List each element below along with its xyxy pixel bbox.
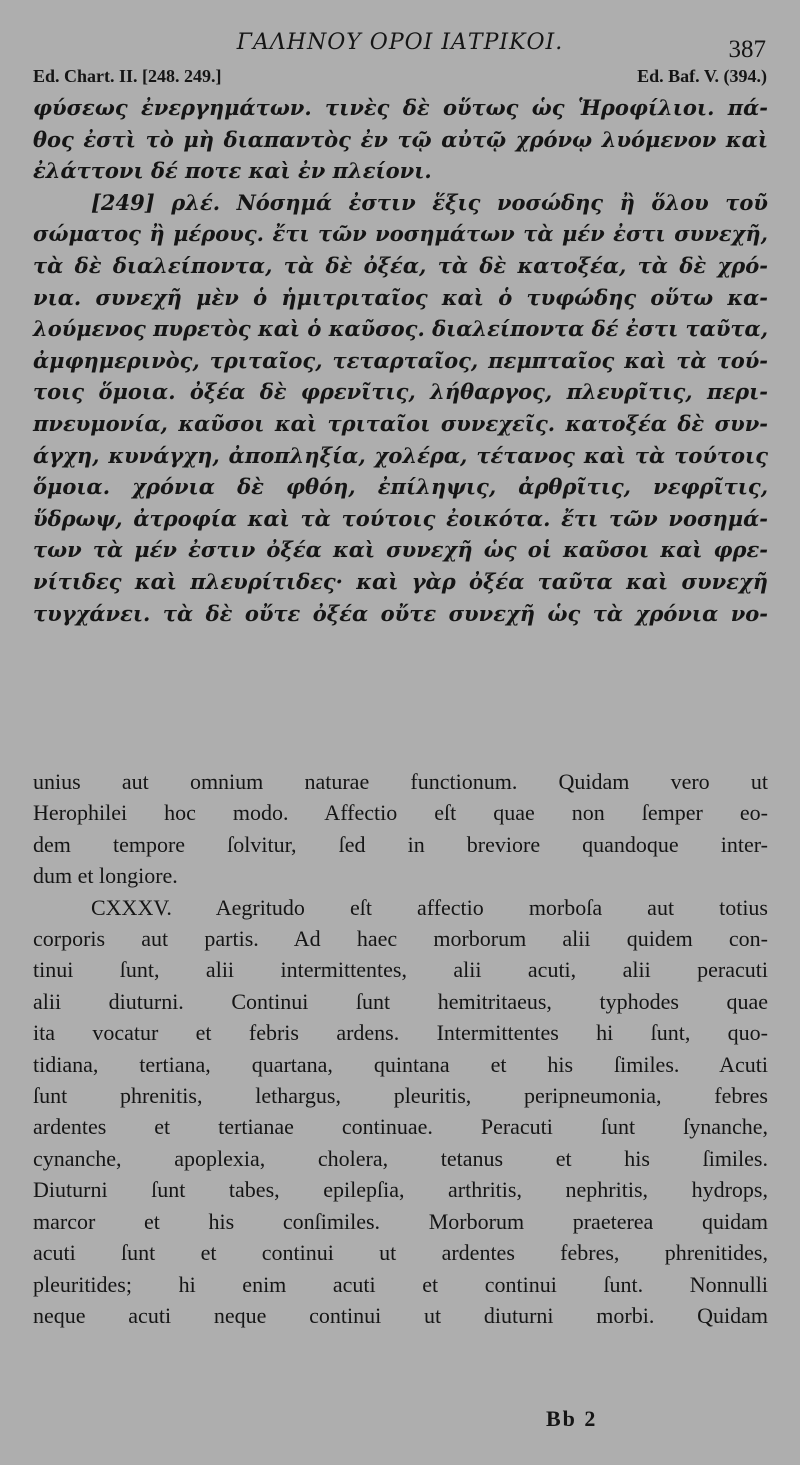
latin-line: tidiana, tertiana, quartana, quintana et his ſimiles. Acuti xyxy=(33,1051,768,1077)
greek-line: φύσεως ἐνεργημάτων. τινὲς δὲ οὕτως ὡς Ἡροφίλιοι. πά- xyxy=(33,95,768,120)
latin-line: unius aut omnium naturae functionum. Quidam vero ut xyxy=(33,769,768,794)
latin-line: CXXXV. Aegritudo eſt affectio morboſa aut totius xyxy=(91,894,768,920)
greek-line: τοις ὅμοια. ὀξέα δὲ φρενῖτις, λήθαργος, πλευρῖτις, περι- xyxy=(33,379,768,405)
latin-line: acuti ſunt et continui ut ardentes febres, phrenitides, xyxy=(33,1240,768,1266)
greek-line: ὅμοια. χρόνια δὲ φθόη, ἐπίληψις, ἀρθρῖτις, νεφρῖτις, xyxy=(33,474,768,500)
latin-line: corporis aut partis. Ad haec morborum alii quidem con- xyxy=(33,926,768,952)
greek-text-block xyxy=(33,92,768,629)
latin-line: ita vocatur et febris ardens. Intermittentes hi ſunt, quo- xyxy=(33,1020,768,1046)
latin-line: marcor et his conſimiles. Morborum praeterea quidam xyxy=(33,1208,768,1234)
greek-line: [249] ρλέ. Νόσημά ἐστιν ἕξις νοσώδης ἢ ὅλου τοῦ xyxy=(91,189,768,215)
latin-line: neque acuti neque continui ut diuturni morbi. Quidam xyxy=(33,1302,768,1328)
latin-text-block xyxy=(33,766,768,1331)
latin-line: Diuturni ſunt tabes, epilepſia, arthritis, nephritis, hydrops, xyxy=(33,1177,768,1203)
greek-line: ἐλάττονι δέ ποτε καὶ ἐν πλείονι. xyxy=(33,158,432,184)
greek-line: τὰ δὲ διαλείποντα, τὰ δὲ ὀξέα, τὰ δὲ κατοξέα, τὰ δὲ χρό- xyxy=(33,252,768,278)
greek-line: πνευμονία, καῦσοι καὶ τριταῖοι συνεχεῖς. κατοξέα δὲ συν- xyxy=(33,410,768,436)
greek-line: λούμενος πυρετὸς καὶ ὁ καῦσος. διαλείποντα δέ ἐστι ταῦτα, xyxy=(33,316,769,342)
latin-line: cynanche, apoplexia, cholera, tetanus et his ſimiles. xyxy=(33,1145,768,1171)
greek-line: σώματος ἢ μέρους. ἔτι τῶν νοσημάτων τὰ μέν ἐστι συνεχῆ, xyxy=(33,221,768,247)
greek-line: των τὰ μέν ἐστιν ὀξέα καὶ συνεχῆ ὡς οἱ καῦσοι καὶ φρε- xyxy=(33,537,768,563)
latin-line: ſunt phrenitis, lethargus, pleuritis, peripneumonia, febres xyxy=(33,1083,768,1109)
greek-line: ἀμφημερινὸς, τριταῖος, τεταρταῖος, πεμπταῖος καὶ τὰ τού- xyxy=(33,347,768,373)
signature-mark: Bb 2 xyxy=(546,1406,598,1431)
edition-reference-right: Ed. Baf. V. (394.) xyxy=(637,66,767,86)
latin-line: dem tempore ſolvitur, ſed in breviore quandoque inter- xyxy=(33,831,768,857)
running-title: ΓΑΛΗΝΟΥ ΟΡΟΙ ΙΑΤΡΙΚΟΙ. xyxy=(236,30,564,55)
edition-reference-left: Ed. Chart. II. [248. 249.] xyxy=(33,66,222,86)
greek-line: άγχη, κυνάγχη, ἀποπληξία, χολέρα, τέτανος καὶ τὰ τούτοις xyxy=(33,442,768,468)
latin-line: Herophilei hoc modo. Affectio eſt quae non ſemper eo- xyxy=(33,800,768,826)
greek-line: τυγχάνει. τὰ δὲ οὔτε ὀξέα οὔτε συνεχῆ ὡς τὰ χρόνια νο- xyxy=(33,600,768,626)
page-number: 387 xyxy=(728,36,766,63)
latin-line: dum et longiore. xyxy=(33,863,178,889)
latin-line: ardentes et tertianae continuae. Peracuti ſunt ſynanche, xyxy=(33,1114,768,1140)
greek-line: θος ἐστὶ τὸ μὴ διαπαντὸς ἐν τῷ αὐτῷ χρόνῳ λυόμενον καὶ xyxy=(33,126,768,152)
latin-line: pleuritides; hi enim acuti et continui ſunt. Nonnulli xyxy=(33,1271,768,1297)
latin-line: alii diuturni. Continui ſunt hemitritaeus, typhodes quae xyxy=(33,988,768,1014)
greek-line: νια. συνεχῆ μὲν ὁ ἡμιτριταῖος καὶ ὁ τυφώδης οὕτω κα- xyxy=(33,284,768,310)
greek-line: νίτιδες καὶ πλευρίτιδες· καὶ γὰρ ὀξέα ταῦτα καὶ συνεχῆ xyxy=(33,568,768,594)
latin-line: tinui ſunt, alii intermittentes, alii acuti, alii peracuti xyxy=(33,957,768,983)
greek-line: ὕδρωψ, ἀτροφία καὶ τὰ τούτοις ἐοικότα. ἔτι τῶν νοσημά- xyxy=(33,505,768,531)
edition-reference-line xyxy=(33,66,767,87)
